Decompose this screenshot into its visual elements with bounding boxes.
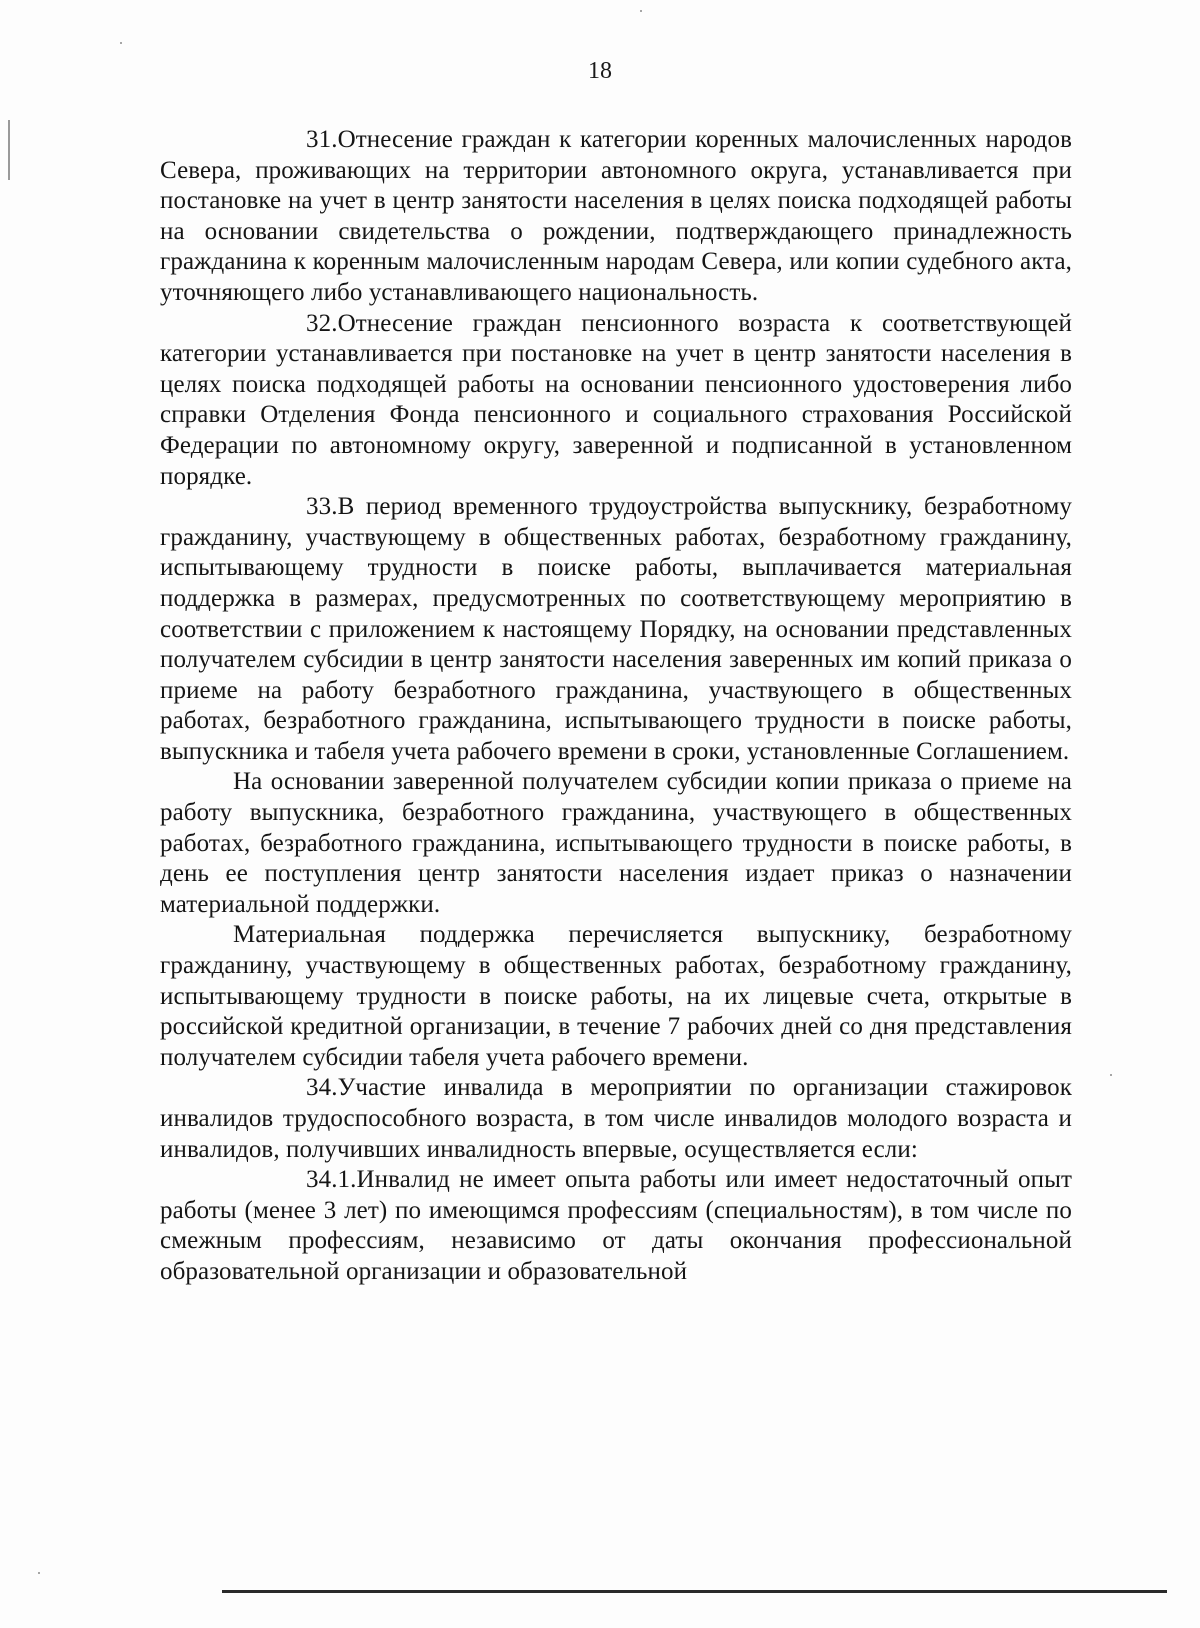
document-body bbox=[160, 125, 1072, 1288]
paragraph-34-1 bbox=[160, 1165, 1072, 1287]
paragraph-text: Инвалид не имеет опыта работы или имеет недостаточный опыт работы (менее 3 лет) по имеющимся профессиям (специальностям), в том числе по смежным профессиям, независимо от даты окончания профессиональной образовательной организации и образовательной bbox=[160, 1166, 1072, 1285]
paragraph-31 bbox=[160, 125, 1072, 309]
paragraph-text: Отнесение граждан пенсионного возраста к соответствующей категории устанавливается при постановке на учет в центр занятости населения в целях поиска подходящей работы на основании пенсионного удостоверения либо справки Отделения Фонда пенсионного и социального страхования Российской Федерации по автономному округу, заверенной и подписанной в установленном порядке. bbox=[160, 309, 1072, 490]
paragraph-text: Материальная поддержка перечисляется выпускнику, безработному гражданину, участвующему в общественных работах, безработному гражданину, испытывающему трудности в поиске работы, на их лицевые счета, открытые в российской кредитной организации, в течение 7 рабочих дней со дня представления получателем субсидии табеля учета рабочего времени. bbox=[160, 921, 1072, 1071]
scan-artifact bbox=[120, 42, 122, 44]
bottom-rule bbox=[222, 1590, 1167, 1593]
scan-artifact bbox=[640, 10, 642, 12]
paragraph-34 bbox=[160, 1073, 1072, 1165]
scan-artifact bbox=[8, 120, 10, 180]
paragraph-text: В период временного трудоустройства выпускнику, безработному гражданину, участвующему в общественных работах, безработному гражданину, испытывающему трудности в поиске работы, выплачивается материальная поддержка в размерах, предусмотренных по соответствующему мероприятию в соответствии с приложением к настоящему Порядку, на основании представленных получателем субсидии в центр занятости населения заверенных им копий приказа о приеме на работу безработного гражданина, участвующего в общественных работах, безработного гражданина, испытывающего трудности в поиске работы, выпускника и табеля учета рабочего времени в сроки, установленные Соглашением. bbox=[160, 493, 1072, 765]
paragraph-number: 34.1. bbox=[306, 1166, 357, 1194]
paragraph-number: 31. bbox=[306, 126, 338, 153]
paragraph-number: 34. bbox=[306, 1074, 338, 1102]
paragraph-33-order bbox=[160, 767, 1072, 920]
paragraph-text: Участие инвалида в мероприятии по организации стажировок инвалидов трудоспособного возраста, в том числе инвалидов молодого возраста и инвалидов, получивших инвалидность впервые, осуществляется если: bbox=[160, 1074, 1072, 1163]
paragraph-number: 33. bbox=[306, 493, 338, 521]
paragraph-text: Отнесение граждан к категории коренных малочисленных народов Севера, проживающих на территории автономного округа, устанавливается при постановке на учет в центр занятости населения в целях поиска подходящей работы на основании свидетельства о рождении, подтверждающего принадлежность гражданина к коренным малочисленным народам Севера, или копии судебного акта, уточняющего либо устанавливающего национальность. bbox=[160, 126, 1072, 306]
scan-artifact bbox=[1110, 1074, 1112, 1076]
scan-artifact bbox=[38, 1572, 40, 1574]
paragraph-number: 32. bbox=[306, 309, 338, 337]
paragraph-33 bbox=[160, 492, 1072, 767]
paragraph-32 bbox=[160, 309, 1072, 493]
page-number: 18 bbox=[588, 58, 612, 84]
paragraph-33-transfer bbox=[160, 920, 1072, 1073]
paragraph-text: На основании заверенной получателем субсидии копии приказа о приеме на работу выпускника, безработного гражданина, участвующего в общественных работах, безработного гражданина, испытывающего трудности в поиске работы, в день ее поступления центр занятости населения издает приказ о назначении материальной поддержки. bbox=[160, 768, 1072, 918]
